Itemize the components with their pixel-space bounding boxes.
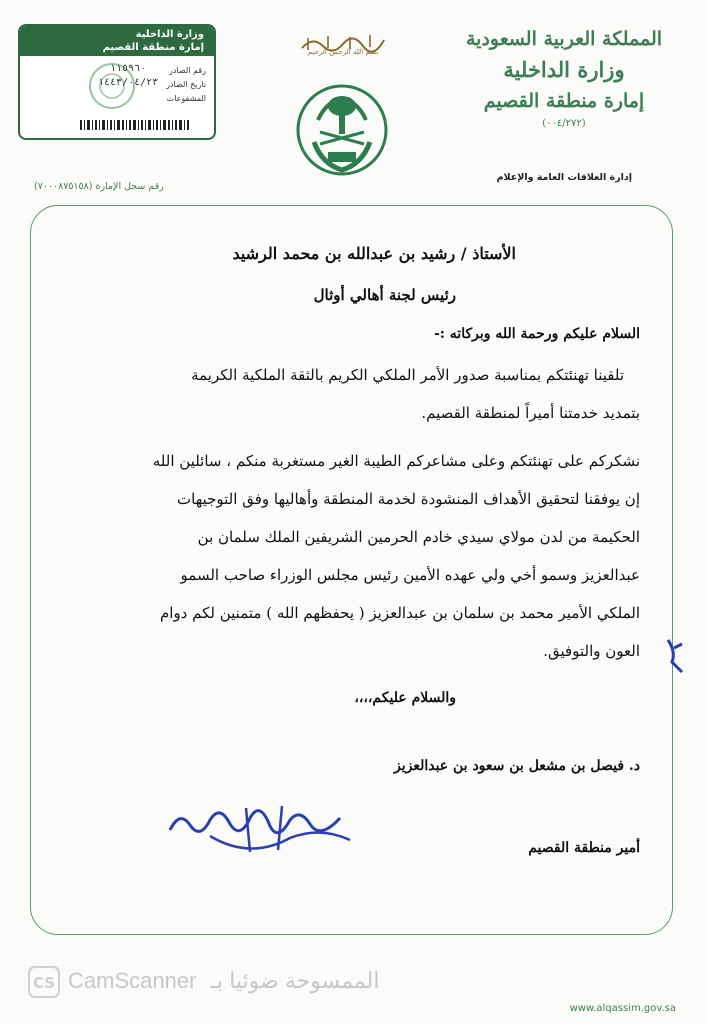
paragraph2-line6: العون والتوفيق. (543, 642, 640, 660)
registration-number: رقم سجل الإمارة (٧٠٠٠٨٧٥١٥٨) (34, 181, 164, 192)
website-url: www.alqassim.gov.sa (569, 1003, 676, 1014)
camscanner-logo-icon: CS (28, 966, 60, 998)
stamp-date-value: ١٤٤٣/٠٤/٢٣ (98, 77, 159, 88)
stamp-title-1: وزارة الداخلية (135, 29, 204, 40)
stamp-number-value: ١١٥٩٦٠ (110, 63, 147, 74)
stamp-title-2: إمارة منطقة القصيم (102, 42, 204, 53)
signer-title: أمير منطقة القصيم (528, 840, 640, 856)
camscanner-arabic: الممسوحة ضوئيا بـ (210, 968, 380, 993)
recipient-line: الأستاذ / رشيد بن عبدالله بن محمد الرشيد (232, 244, 516, 263)
svg-text:بسم الله الرحمن الرحيم: بسم الله الرحمن الرحيم (307, 48, 379, 56)
stamp-date-label: تاريخ الصادر (166, 80, 206, 89)
letter-body (50, 0, 640, 1024)
stamp-number-label: رقم الصادر (168, 66, 206, 75)
letterhead-code: (٠٠٤/٢٧٢) (542, 118, 586, 129)
camscanner-watermark (68, 968, 379, 994)
department-name: إدارة العلاقات العامة والإعلام (496, 172, 632, 183)
signer-name: د. فيصل بن مشعل بن سعود بن عبدالعزيز (393, 758, 640, 774)
kingdom-name: المملكة العربية السعودية (465, 28, 663, 50)
greeting: السلام عليكم ورحمة الله وبركاته :- (433, 326, 640, 342)
paragraph1-line2: بتمديد خدمتنا أميراً لمنطقة القصيم. (421, 404, 640, 422)
paragraph2-line4: عبدالعزيز وسمو أخي ولي عهده الأمين رئيس مجلس الوزراء صاحب السمو (180, 566, 640, 584)
margin-check-mark (662, 636, 688, 676)
closing: والسلام عليكم،،،، (354, 690, 456, 706)
ministry-name: وزارة الداخلية (503, 57, 625, 82)
paragraph2-line3: الحكيمة من لدن مولاي سيدي خادم الحرمين الشريفين الملك سلمان بن (197, 528, 640, 546)
camscanner-app-name: CamScanner (68, 968, 197, 993)
emirate-name: إمارة منطقة القصيم (483, 90, 645, 112)
recipient-title: رئيس لجنة أهالي أوثال (313, 286, 456, 304)
paragraph1-line1: تلقينا تهنئتكم بمناسبة صدور الأمر الملكي الكريم بالثقة الملكية الكريمة (191, 366, 624, 384)
handwritten-signature (150, 790, 370, 870)
paragraph2-line5: الملكي الأمير محمد بن سلمان بن عبدالعزيز ( يحفظهم الله ) متمنين لكم دوام (159, 604, 640, 622)
paragraph2-line2: إن يوفقنا لتحقيق الأهداف المنشودة لخدمة المنطقة وأهاليها وفق التوجيهات (177, 490, 640, 508)
paragraph2-line1: نشكركم على تهنئتكم وعلى مشاعركم الطيبة الغير مستغربة منكم ، سائلين الله (152, 452, 640, 470)
stamp-attachments-label: المشفوعات (166, 94, 206, 103)
